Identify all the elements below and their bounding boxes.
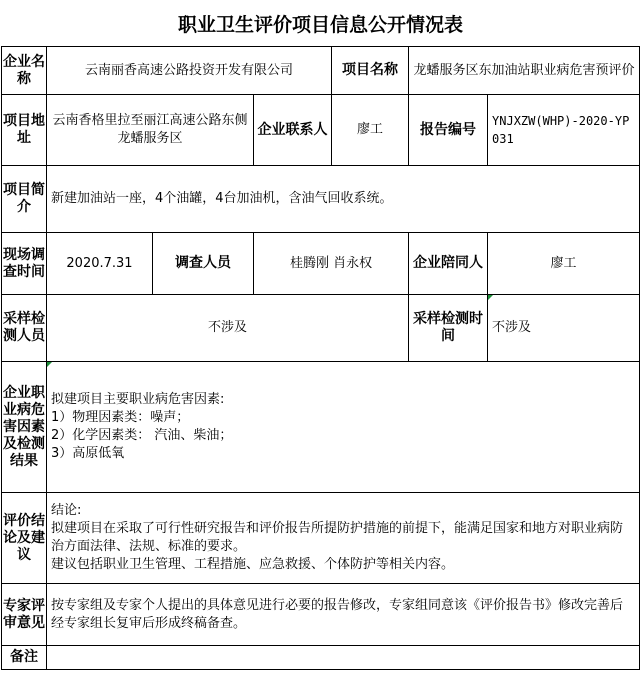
company-contact-label: 企业联系人 — [254, 95, 332, 166]
conclusion-line-3: 建议包括职业卫生管理、工程措施、应急救援、个体防护等相关内容。 — [51, 557, 455, 572]
hazards-line-1: 拟建项目主要职业病危害因素: — [51, 392, 225, 407]
sampling-time-value: 不涉及 — [488, 295, 640, 362]
survey-time-label: 现场调查时间 — [2, 233, 47, 295]
company-label: 企业名称 — [2, 47, 47, 95]
sampling-time-label: 采样检测时间 — [409, 295, 488, 362]
row-expert — [2, 584, 640, 646]
company-escort-label: 企业陪同人 — [409, 233, 488, 295]
row-remarks — [2, 646, 640, 670]
project-address-value: 云南香格里拉至丽江高速公路东侧龙蟠服务区 — [47, 95, 254, 166]
company-contact-value: 廖工 — [332, 95, 409, 166]
report-no-value: YNJXZW(WHP)-2020-YP031 — [488, 95, 640, 166]
project-name-value: 龙蟠服务区东加油站职业病危害预评价 — [409, 47, 640, 95]
company-value: 云南丽香高速公路投资开发有限公司 — [47, 47, 332, 95]
sampling-staff-label: 采样检测人员 — [2, 295, 47, 362]
row-conclusion — [2, 493, 640, 584]
row-company — [2, 47, 640, 95]
conclusion-line-2: 拟建项目在采取了可行性研究报告和评价报告所提防护措施的前提下，能满足国家和地方对职业病防治方面法律、法规、标准的要求。 — [51, 521, 624, 554]
survey-time-value: 2020.7.31 — [47, 233, 153, 295]
expert-opinion-value: 按专家组及专家个人提出的具体意见进行必要的报告修改，专家组同意该《评价报告书》修改完善后经专家组长复审后形成终稿备查。 — [47, 584, 640, 646]
project-address-label: 项目地址 — [2, 95, 47, 166]
sheet-title: 职业卫生评价项目信息公开情况表 — [177, 13, 463, 36]
row-brief — [2, 166, 640, 233]
project-brief-label: 项目简介 — [2, 166, 47, 233]
project-name-label: 项目名称 — [332, 47, 409, 95]
surveyors-value: 桂腾刚 肖永权 — [254, 233, 409, 295]
project-brief-value: 新建加油站一座，4个油罐，4台加油机，含油气回收系统。 — [47, 166, 640, 233]
expert-opinion-label: 专家评审意见 — [2, 584, 47, 646]
conclusion-value — [47, 493, 640, 584]
report-no-label: 报告编号 — [409, 95, 488, 166]
hazards-label: 企业职业病危害因素及检测结果 — [2, 362, 47, 493]
hazards-line-4: 3）高原低氧 — [51, 446, 125, 461]
remarks-value — [47, 646, 640, 670]
row-sampling — [2, 295, 640, 362]
row-survey — [2, 233, 640, 295]
sampling-staff-value: 不涉及 — [47, 295, 409, 362]
hazards-line-3: 2）化学因素类： 汽油、柴油； — [51, 428, 233, 443]
hazards-value — [47, 362, 640, 493]
info-table — [1, 46, 640, 670]
conclusion-label: 评价结论及建议 — [2, 493, 47, 584]
conclusion-line-1: 结论: — [51, 503, 82, 518]
hazards-line-2: 1）物理因素类：噪声； — [51, 410, 190, 425]
row-address — [2, 95, 640, 166]
remarks-label: 备注 — [2, 646, 47, 670]
company-escort-value: 廖工 — [488, 233, 640, 295]
surveyors-label: 调查人员 — [153, 233, 254, 295]
row-hazards — [2, 362, 640, 493]
